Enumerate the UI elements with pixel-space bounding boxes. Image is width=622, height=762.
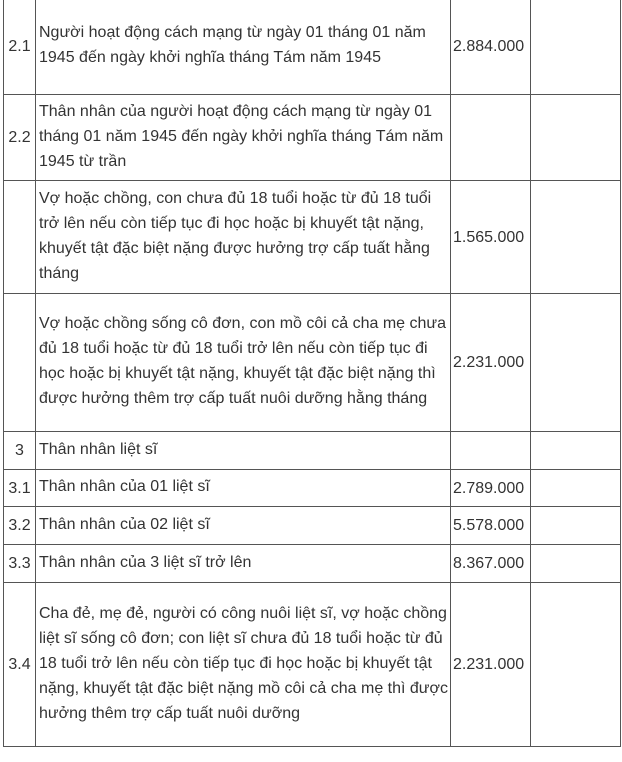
row-number — [4, 181, 36, 294]
row-description: Thân nhân liệt sĩ — [36, 432, 451, 470]
empty-cell — [531, 583, 621, 747]
row-description: Người hoạt động cách mạng từ ngày 01 tháng 01 năm 1945 đến ngày khởi nghĩa tháng Tám năm 1945 — [36, 0, 451, 95]
row-description: Thân nhân của 02 liệt sĩ — [36, 507, 451, 545]
empty-cell — [531, 294, 621, 432]
row-amount: 2.789.000 — [451, 470, 531, 507]
row-amount: 2.884.000 — [451, 0, 531, 95]
row-description: Thân nhân của 3 liệt sĩ trở lên — [36, 545, 451, 583]
row-number: 3.3 — [4, 545, 36, 583]
empty-cell — [531, 0, 621, 95]
row-number: 2.1 — [4, 0, 36, 95]
row-amount: 2.231.000 — [451, 294, 531, 432]
table-row — [4, 507, 621, 545]
row-number: 3.4 — [4, 583, 36, 747]
row-number: 3.1 — [4, 470, 36, 507]
table-row — [4, 95, 621, 181]
row-amount: 5.578.000 — [451, 507, 531, 545]
empty-cell — [531, 181, 621, 294]
row-description: Vợ hoặc chồng sống cô đơn, con mồ côi cả cha mẹ chưa đủ 18 tuổi hoặc từ đủ 18 tuổi trở lên nếu còn tiếp tục đi học hoặc bị khuyết tật nặng, khuyết tật đặc biệt nặng thì được hưởng thêm trợ cấp tuất nuôi dưỡng hằng tháng — [36, 294, 451, 432]
allowance-table — [3, 0, 621, 747]
row-amount: 1.565.000 — [451, 181, 531, 294]
row-amount — [451, 432, 531, 470]
empty-cell — [531, 507, 621, 545]
row-number — [4, 294, 36, 432]
row-number: 3.2 — [4, 507, 36, 545]
table-row — [4, 545, 621, 583]
table-row — [4, 583, 621, 747]
row-description: Vợ hoặc chồng, con chưa đủ 18 tuổi hoặc từ đủ 18 tuổi trở lên nếu còn tiếp tục đi học hoặc bị khuyết tật nặng, khuyết tật đặc biệt nặng được hưởng trợ cấp tuất hằng tháng — [36, 181, 451, 294]
table-row — [4, 181, 621, 294]
table-row — [4, 0, 621, 95]
table-row — [4, 294, 621, 432]
row-number: 3 — [4, 432, 36, 470]
table-row — [4, 470, 621, 507]
row-amount: 8.367.000 — [451, 545, 531, 583]
empty-cell — [531, 95, 621, 181]
row-number: 2.2 — [4, 95, 36, 181]
row-amount: 2.231.000 — [451, 583, 531, 747]
row-description: Thân nhân của 01 liệt sĩ — [36, 470, 451, 507]
table-row — [4, 432, 621, 470]
row-amount — [451, 95, 531, 181]
empty-cell — [531, 545, 621, 583]
empty-cell — [531, 470, 621, 507]
empty-cell — [531, 432, 621, 470]
row-description: Thân nhân của người hoạt động cách mạng từ ngày 01 tháng 01 năm 1945 đến ngày khởi nghĩa tháng Tám năm 1945 từ trần — [36, 95, 451, 181]
row-description: Cha đẻ, mẹ đẻ, người có công nuôi liệt sĩ, vợ hoặc chồng liệt sĩ sống cô đơn; con liệt sĩ chưa đủ 18 tuổi hoặc từ đủ 18 tuổi trở lên nếu còn tiếp tục đi học hoặc bị khuyết tật nặng, khuyết tật đặc biệt nặng mồ côi cả cha mẹ thì được hưởng thêm trợ cấp tuất nuôi dưỡng — [36, 583, 451, 747]
